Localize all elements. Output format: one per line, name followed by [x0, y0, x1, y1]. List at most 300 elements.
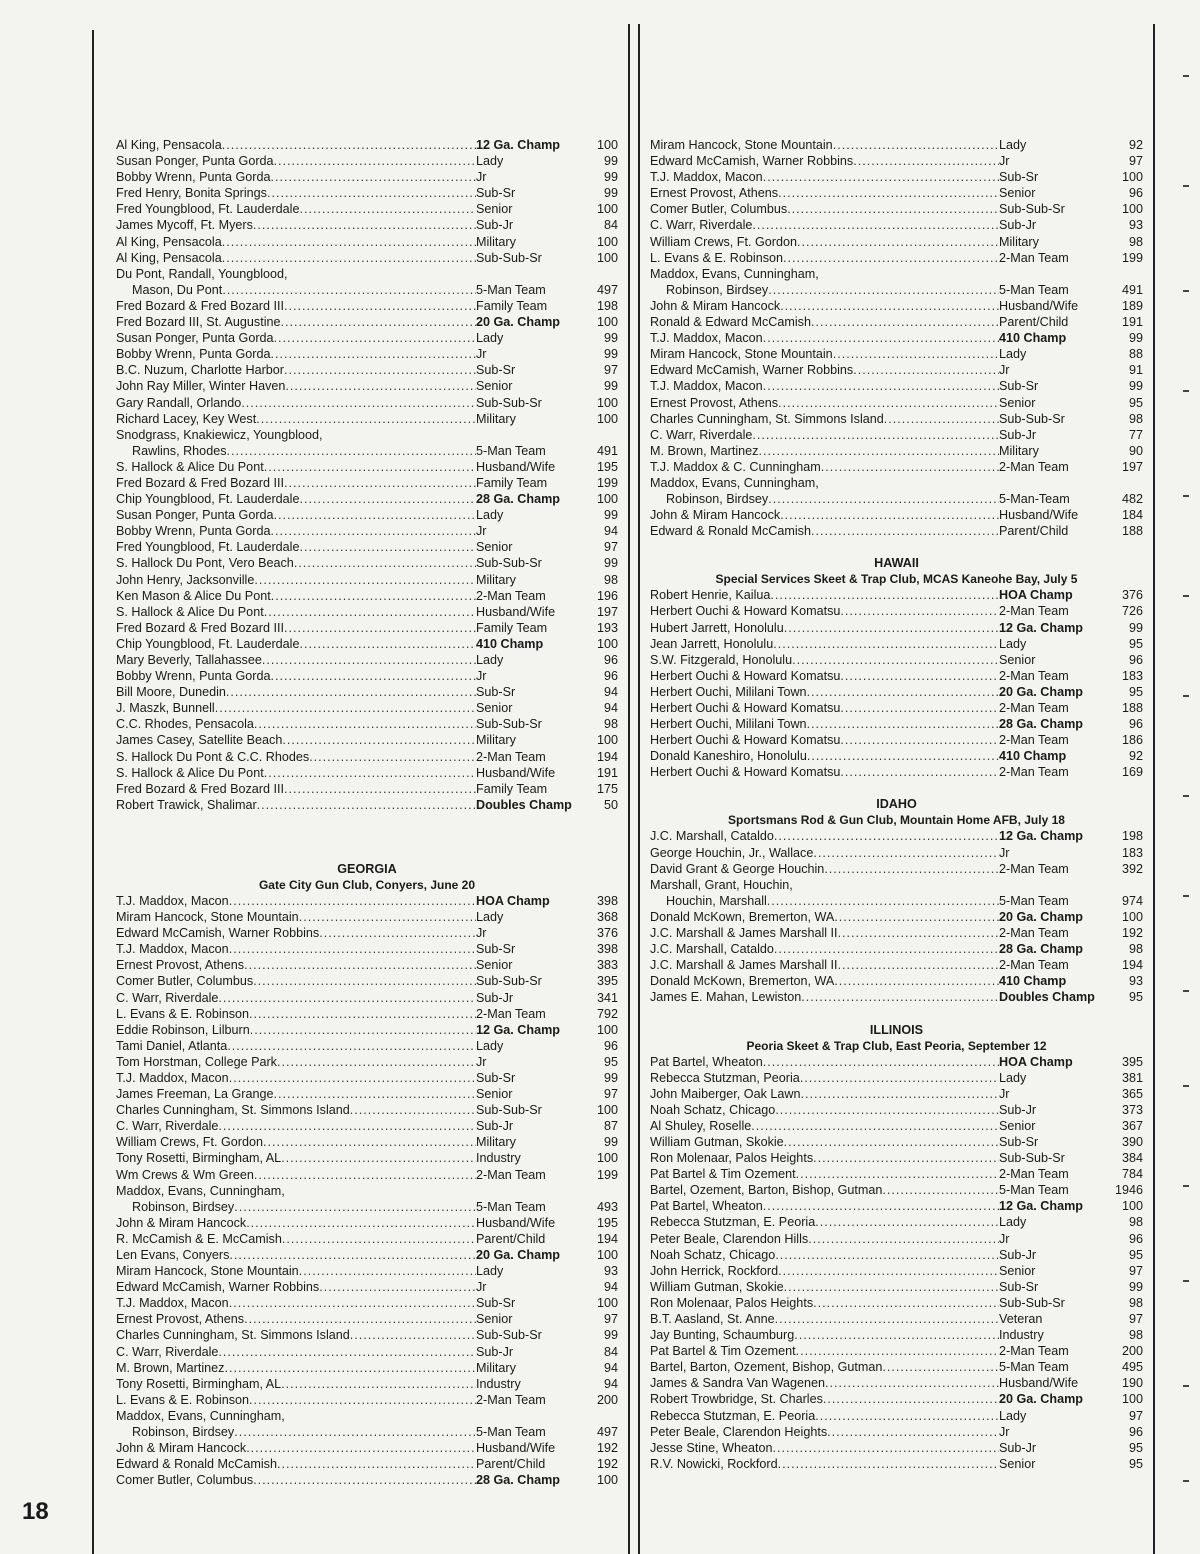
result-row [650, 1086, 1143, 1102]
leader-dots [284, 298, 476, 314]
shooter-name: Pat Bartel, Wheaton [650, 1054, 763, 1069]
score: 395 [1121, 1054, 1143, 1069]
result-values [476, 330, 618, 346]
result-values [476, 1006, 618, 1022]
result-row [116, 411, 618, 427]
result-values [476, 298, 618, 314]
score: 98 [1128, 1295, 1143, 1310]
event-class: 12 Ga. Champ [476, 1022, 560, 1037]
event-class: 410 Champ [999, 974, 1067, 989]
leader-dots [241, 395, 476, 411]
result-values [476, 1376, 618, 1392]
result-row [116, 1167, 618, 1183]
leader-dots [807, 748, 999, 764]
result-row [116, 1327, 618, 1343]
result-row [650, 362, 1143, 378]
leader-dots [840, 668, 999, 684]
result-values [476, 169, 618, 185]
shooter-name: Edward McCamish, Warner Robbins [650, 154, 854, 169]
result-row [116, 1279, 618, 1295]
score: 98 [1128, 1215, 1143, 1230]
shooter-name: Robert Trawick, Shalimar [116, 797, 257, 812]
team-members: Maddox, Evans, Cunningham, [650, 475, 819, 490]
score: 50 [603, 797, 618, 812]
leader-dots [834, 973, 999, 989]
leader-dots [813, 1295, 999, 1311]
score: 94 [603, 1280, 618, 1295]
event-class: Sub-Sr [476, 1296, 516, 1311]
score: 95 [603, 1054, 618, 1069]
score: 367 [1121, 1118, 1143, 1133]
event-class: Sub-Sub-Sr [476, 556, 542, 571]
result-row [650, 1198, 1143, 1214]
result-row [650, 523, 1143, 539]
score: 99 [1128, 331, 1143, 346]
leader-dots [763, 330, 999, 346]
event-class: Sub-Jr [476, 1119, 514, 1134]
result-row [650, 587, 1143, 603]
result-row [116, 1344, 618, 1360]
event-class: Sub-Sub-Sr [999, 1151, 1065, 1166]
event-class: 20 Ga. Champ [999, 909, 1083, 924]
event-class: 5-Man Team [476, 282, 546, 297]
score: 398 [596, 942, 618, 957]
leader-dots [811, 314, 999, 330]
result-row [650, 346, 1143, 362]
shooter-name: Pat Bartel & Tim Ozement [650, 1167, 796, 1182]
result-values [476, 781, 618, 797]
event-class: Lady [999, 138, 1027, 152]
left-margin-rule [92, 30, 94, 1554]
result-values [999, 732, 1143, 748]
section-subtitle: Special Services Skeet & Trap Club, MCAS Kaneohe Bay, July 5 [715, 572, 1078, 587]
shooter-name: Fred Bozard & Fred Bozard III [116, 298, 284, 313]
shooter-name: L. Evans & E. Robinson [116, 1392, 250, 1407]
event-class: Industry [999, 1328, 1044, 1343]
result-values [476, 909, 618, 925]
leader-dots [254, 1167, 476, 1183]
score: 93 [603, 1264, 618, 1279]
leader-dots [284, 362, 476, 378]
event-class: 5-Man Team [999, 893, 1069, 908]
leader-dots [796, 1166, 999, 1182]
score: 77 [1128, 427, 1143, 442]
event-class: 410 Champ [999, 331, 1067, 346]
shooter-name: James E. Mahan, Lewiston [650, 990, 802, 1005]
event-class: 5-Man Team [476, 1199, 546, 1214]
shooter-name: T.J. Maddox & C. Cunningham [650, 459, 821, 474]
leader-dots [833, 137, 999, 153]
event-class: 2-Man Team [999, 1344, 1069, 1359]
result-row [116, 973, 618, 989]
result-row [116, 507, 618, 523]
shooter-name: Chip Youngblood, Ft. Lauderdale [116, 492, 300, 507]
score: 93 [1128, 218, 1143, 233]
event-class: Parent/Child [476, 1231, 546, 1246]
leader-dots [274, 1086, 477, 1102]
result-row [650, 1391, 1143, 1407]
score: 195 [596, 459, 618, 474]
leader-dots [264, 765, 476, 781]
score: 365 [1121, 1086, 1143, 1101]
shooter-name: Jesse Stine, Wheaton [650, 1440, 773, 1455]
score: 493 [596, 1199, 618, 1214]
leader-dots [224, 1360, 476, 1376]
result-values [476, 1038, 618, 1054]
shooter-name: Wm Crews & Wm Green [116, 1167, 254, 1182]
shooter-name: Susan Ponger, Punta Gorda [116, 154, 274, 169]
shooter-name: Edward McCamish, Warner Robbins [650, 363, 854, 378]
shooter-name: Mary Beverly, Tallahassee [116, 653, 262, 667]
score: 100 [596, 234, 618, 249]
leader-dots [262, 652, 476, 668]
leader-dots [299, 539, 476, 555]
score: 96 [603, 1038, 618, 1053]
leader-dots [800, 1070, 999, 1086]
result-row [116, 1376, 618, 1392]
event-class: 28 Ga. Champ [476, 1473, 560, 1488]
leader-dots [264, 604, 476, 620]
score: 191 [1121, 315, 1143, 330]
event-class: Military [476, 1135, 516, 1150]
score: 93 [1128, 974, 1143, 989]
event-class: Lady [476, 1038, 504, 1053]
score: 98 [603, 717, 618, 732]
score: 92 [1128, 138, 1143, 152]
shooter-name: Richard Lacey, Key West [116, 411, 257, 426]
result-values [476, 925, 618, 941]
shooter-name: Herbert Ouchi & Howard Komatsu [650, 668, 841, 683]
shooter-name: C. Warr, Riverdale [650, 218, 753, 233]
result-values [476, 217, 618, 233]
result-row [650, 1263, 1143, 1279]
team-members: Marshall, Grant, Houchin, [650, 877, 793, 892]
event-class: Military [476, 411, 516, 426]
score: 199 [596, 475, 618, 490]
result-row [650, 217, 1143, 233]
result-values [999, 185, 1143, 201]
leader-dots [229, 941, 476, 957]
leader-dots [768, 491, 999, 507]
leader-dots [784, 1279, 999, 1295]
result-values [476, 1424, 618, 1440]
shooter-name: Fred Bozard & Fred Bozard III [116, 475, 284, 490]
shooter-name: Peter Beale, Clarendon Heights [650, 1424, 828, 1439]
event-class: Family Team [476, 298, 548, 313]
result-row [650, 668, 1143, 684]
result-row [116, 1086, 618, 1102]
result-values [476, 1311, 618, 1327]
result-values [999, 1182, 1143, 1198]
result-row [650, 893, 1143, 909]
event-class: Industry [476, 1151, 521, 1166]
leader-dots [801, 989, 999, 1005]
leader-dots [752, 427, 999, 443]
shooter-name: T.J. Maddox, Macon [650, 379, 763, 394]
result-row [650, 153, 1143, 169]
result-row [650, 1279, 1143, 1295]
result-values [999, 668, 1143, 684]
leader-dots [752, 217, 999, 233]
shooter-name: Bill Moore, Dunedin [116, 685, 226, 700]
leader-dots [250, 1022, 476, 1038]
result-values [476, 378, 618, 394]
event-class: Sub-Sub-Sr [476, 395, 542, 410]
shooter-name: M. Brown, Martinez [116, 1360, 225, 1375]
shooter-name: T.J. Maddox, Macon [116, 942, 229, 957]
score: 100 [596, 636, 618, 651]
result-values [999, 1343, 1143, 1359]
event-class: Senior [999, 395, 1036, 410]
score: 99 [603, 1135, 618, 1150]
leader-dots [825, 1375, 999, 1391]
result-row [650, 603, 1143, 619]
score: 196 [596, 588, 618, 603]
result-row [650, 828, 1143, 844]
event-class: 5-Man Team [999, 282, 1069, 297]
result-row [650, 201, 1143, 217]
shooter-name: Al King, Pensacola [116, 138, 222, 152]
leader-dots [775, 1102, 999, 1118]
result-row [116, 588, 618, 604]
leader-dots [840, 700, 999, 716]
shooter-name: Fred Bozard III, St. Augustine [116, 315, 281, 330]
event-class: Veteran [999, 1312, 1043, 1326]
result-values [999, 1086, 1143, 1102]
event-class: Husband/Wife [476, 604, 556, 619]
shooter-name: John & Miram Hancock [650, 298, 781, 313]
event-class: 2-Man Team [476, 749, 546, 764]
leader-dots [778, 185, 999, 201]
result-values [476, 893, 618, 909]
result-row [650, 137, 1143, 153]
event-class: Lady [476, 508, 504, 523]
team-members-line [650, 475, 1143, 491]
score: 97 [603, 363, 618, 378]
result-values [999, 346, 1143, 362]
result-row [116, 909, 618, 925]
shooter-name: Comer Butler, Columbus [650, 202, 788, 217]
result-row [116, 475, 618, 491]
edge-mark [1183, 1185, 1189, 1187]
result-values [476, 1134, 618, 1150]
score: 96 [1128, 717, 1143, 732]
result-values [999, 169, 1143, 185]
leader-dots [773, 636, 999, 652]
leader-dots [271, 588, 476, 604]
leader-dots [282, 732, 476, 748]
result-row [650, 395, 1143, 411]
score: 94 [603, 1360, 618, 1375]
result-row [650, 185, 1143, 201]
leader-dots [264, 459, 476, 475]
score: 192 [596, 1457, 618, 1472]
score: 974 [1121, 893, 1143, 908]
team-members: Du Pont, Randall, Youngblood, [116, 266, 288, 281]
score: 100 [596, 1296, 618, 1311]
score: 190 [1121, 1376, 1143, 1391]
score: 97 [1128, 154, 1143, 169]
shooter-name: William Gutman, Skokie [650, 1134, 784, 1149]
event-class: Jr [999, 1424, 1010, 1439]
result-values [476, 346, 618, 362]
result-row [116, 1263, 618, 1279]
event-class: HOA Champ [476, 893, 550, 908]
score: 98 [1128, 1328, 1143, 1343]
result-row [116, 314, 618, 330]
leader-dots [853, 153, 999, 169]
leader-dots [853, 362, 999, 378]
result-values [999, 1327, 1143, 1343]
result-row [650, 1343, 1143, 1359]
leader-dots [838, 925, 999, 941]
score: 84 [603, 218, 618, 233]
leader-dots [222, 137, 476, 153]
result-row [116, 1150, 618, 1166]
leader-dots [796, 1343, 999, 1359]
result-row [116, 604, 618, 620]
event-class: Lady [999, 1408, 1027, 1423]
leader-dots [244, 957, 476, 973]
leader-dots [882, 1359, 999, 1375]
score: 95 [1128, 1247, 1143, 1262]
shooter-name: Comer Butler, Columbus [116, 1473, 254, 1488]
leader-dots [821, 459, 999, 475]
section-title: IDAHO [876, 797, 917, 812]
shooter-name: Edward McCamish, Warner Robbins [116, 926, 320, 941]
spacer [650, 1006, 1143, 1022]
result-values [999, 764, 1143, 780]
section-subtitle: Peoria Skeet & Trap Club, East Peoria, September 12 [746, 1038, 1047, 1053]
score: 784 [1121, 1167, 1143, 1182]
event-class: 410 Champ [999, 749, 1067, 764]
score: 189 [1121, 298, 1143, 313]
score: 376 [596, 926, 618, 941]
event-class: Sub-Sr [476, 942, 516, 957]
score: 97 [1128, 1408, 1143, 1423]
result-row [116, 1118, 618, 1134]
leader-dots [246, 1440, 476, 1456]
result-values [476, 459, 618, 475]
shooter-name: Ernest Provost, Athens [650, 395, 779, 410]
event-class: Lady [476, 154, 504, 169]
score: 193 [596, 620, 618, 635]
result-row [650, 1102, 1143, 1118]
event-class: Sub-Sr [999, 1279, 1039, 1294]
center-column-rule-right [638, 24, 640, 1554]
leader-dots [780, 507, 999, 523]
leader-dots [840, 732, 999, 748]
spacer [650, 539, 1143, 555]
score: 497 [596, 282, 618, 297]
event-class: 5-Man-Team [999, 492, 1070, 507]
result-row [650, 427, 1143, 443]
leader-dots [797, 234, 999, 250]
shooter-name: S. Hallock & Alice Du Pont [116, 765, 264, 780]
event-class: 20 Ga. Champ [476, 1248, 560, 1262]
leader-dots [784, 620, 999, 636]
score: 491 [596, 443, 618, 458]
shooter-name: J.C. Marshall & James Marshall II [650, 958, 838, 973]
shooter-name: Herbert Ouchi & Howard Komatsu [650, 765, 841, 780]
edge-mark [1183, 990, 1189, 992]
result-values [476, 137, 618, 153]
event-class: Sub-Sr [999, 1134, 1039, 1149]
shooter-name: Pat Bartel, Wheaton [650, 1199, 763, 1214]
event-class: Sub-Jr [999, 1440, 1037, 1455]
result-values [999, 1198, 1143, 1214]
score: 197 [1121, 459, 1143, 474]
event-class: Husband/Wife [476, 765, 556, 780]
result-values [476, 1440, 618, 1456]
event-class: Lady [476, 653, 504, 667]
leader-dots [274, 153, 476, 169]
leader-dots [768, 282, 999, 298]
shooter-name: Donald McKown, Bremerton, WA [650, 909, 835, 924]
result-values [476, 1199, 618, 1215]
event-class: 12 Ga. Champ [999, 620, 1083, 635]
score: 90 [1128, 443, 1143, 458]
edge-mark [1183, 1480, 1189, 1482]
shooter-name: Rebecca Stutzman, Peoria [650, 1070, 800, 1085]
shooter-name: T.J. Maddox, Macon [116, 893, 229, 908]
score: 198 [596, 298, 618, 313]
score: 95 [1128, 684, 1143, 699]
right-margin-rule [1153, 24, 1155, 1554]
shooter-name: Charles Cunningham, St. Simmons Island [116, 1328, 350, 1343]
shooter-name: Robinson, Birdsey [666, 282, 769, 297]
leader-dots [263, 1134, 476, 1150]
leader-dots [270, 668, 476, 684]
leader-dots [813, 1150, 999, 1166]
leader-dots [284, 475, 476, 491]
result-values [999, 378, 1143, 394]
shooter-name: Ronald & Edward McCamish [650, 315, 811, 330]
score: 96 [1128, 652, 1143, 667]
result-values [999, 684, 1143, 700]
result-row [116, 1134, 618, 1150]
result-row [116, 941, 618, 957]
result-row [116, 137, 618, 153]
result-row [650, 378, 1143, 394]
shooter-name: William Crews, Ft. Gordon [116, 1135, 263, 1150]
event-class: 5-Man Team [476, 443, 546, 458]
shooter-name: Len Evans, Conyers [116, 1248, 230, 1262]
score: 97 [603, 1312, 618, 1327]
edge-mark [1183, 290, 1189, 292]
result-row [650, 957, 1143, 973]
shooter-name: Herbert Ouchi & Howard Komatsu [650, 701, 841, 715]
shooter-name: T.J. Maddox, Macon [116, 1070, 229, 1085]
result-values [999, 1391, 1143, 1407]
result-values [999, 1070, 1143, 1086]
leader-dots [257, 797, 476, 813]
score: 792 [596, 1006, 618, 1021]
event-class: Senior [476, 958, 513, 973]
shooter-name: Fred Youngblood, Ft. Lauderdale [116, 202, 300, 217]
score: 100 [596, 733, 618, 748]
edge-mark [1183, 1085, 1189, 1087]
result-row [650, 925, 1143, 941]
event-class: 2-Man Team [999, 250, 1069, 265]
shooter-name: C. Warr, Riverdale [650, 427, 753, 442]
event-class: Jr [476, 926, 487, 941]
score: 100 [596, 1103, 618, 1118]
result-values [999, 1311, 1143, 1327]
score: 100 [1121, 1392, 1143, 1407]
result-values [476, 314, 618, 330]
result-row [116, 668, 618, 684]
